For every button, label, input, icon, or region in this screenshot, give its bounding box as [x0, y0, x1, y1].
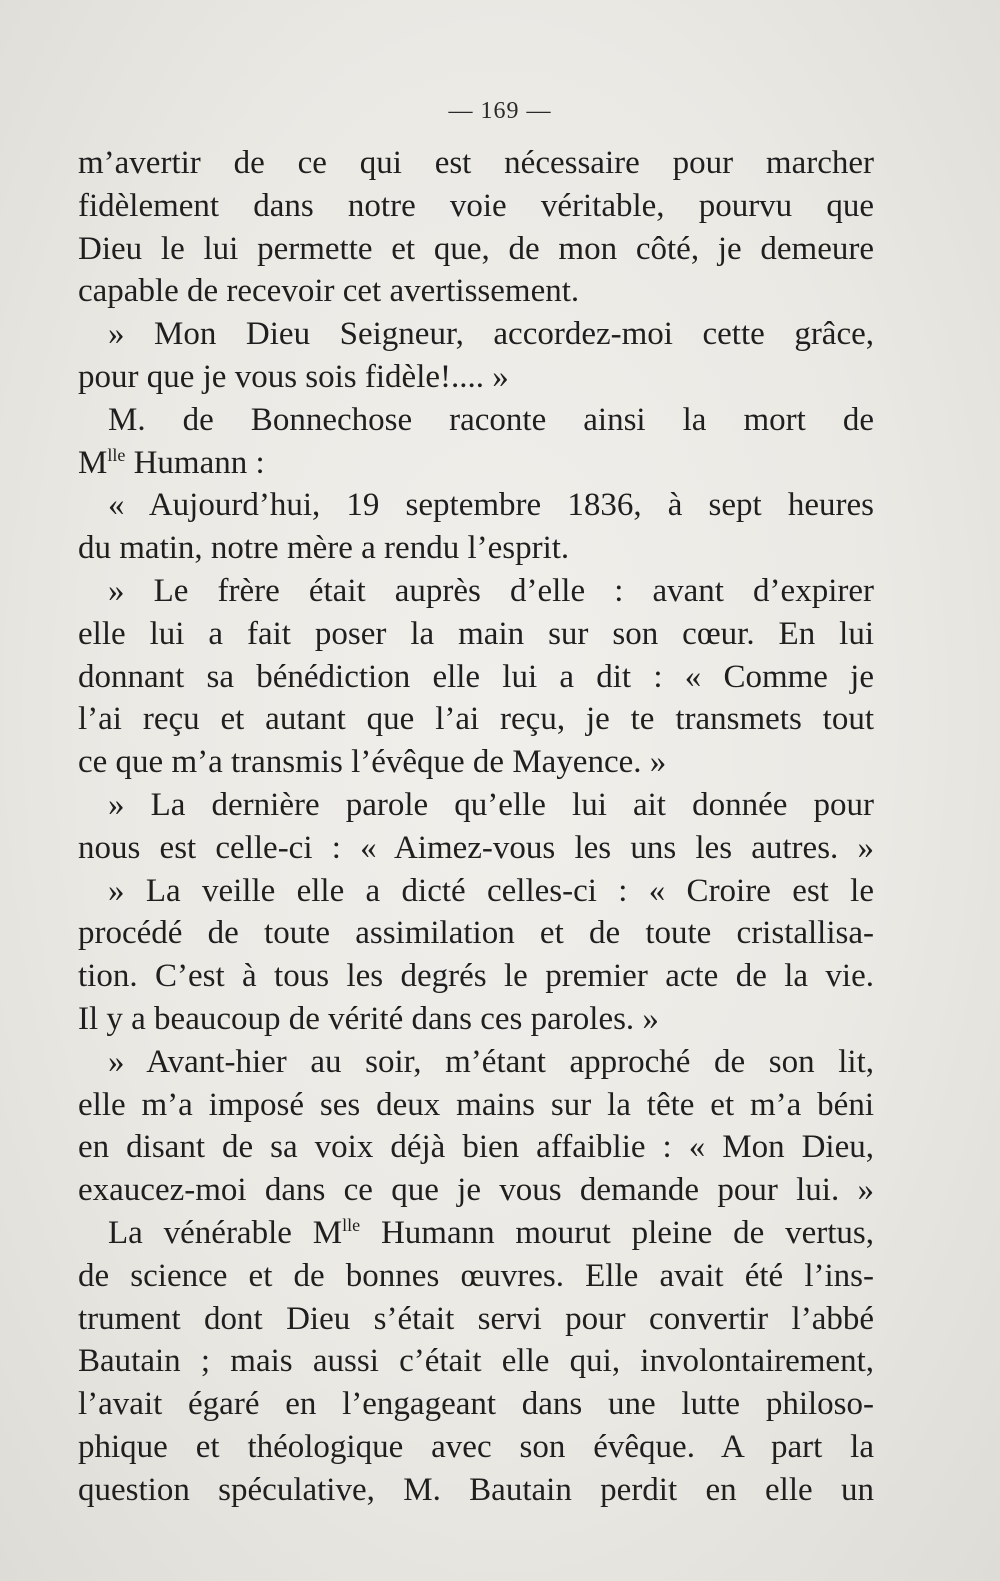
text-line: phique et théologique avec son évêque. A part la [78, 1428, 874, 1465]
text-line: capable de recevoir cet avertissement. [78, 273, 580, 310]
text-line: $M^{lle}$ Humann : [78, 444, 265, 481]
text-line: de science et de bonnes œuvres. Elle avait été l’ins- [78, 1257, 874, 1294]
text-line: fidèlement dans notre voie véritable, pourvu que [78, 187, 874, 224]
text-line: pour que je vous sois fidèle!.... » [78, 358, 509, 395]
text-line: en disant de sa voix déjà bien affaiblie : « Mon Dieu, [78, 1129, 874, 1166]
text-line: exaucez-moi dans ce que je vous demande pour lui. » [78, 1172, 874, 1209]
text-line: elle lui a fait poser la main sur son cœur. En lui [78, 615, 874, 652]
page-number: — 169 — [448, 98, 552, 124]
text-line: nous est celle-ci : « Aimez-vous les uns les autres. » [78, 829, 874, 866]
text-line: m’avertir de ce qui est nécessaire pour marcher [78, 145, 874, 181]
text-line: elle m’a imposé ses deux mains sur la tête et m’a béni [78, 1086, 874, 1123]
text-line: « Aujourd’hui, 19 septembre 1836, à sept heures [108, 487, 874, 524]
text-line: » Mon Dieu Seigneur, accordez-moi cette grâce, [108, 316, 874, 353]
text-line: Bautain ; mais aussi c’était elle qui, involontairement, [78, 1343, 874, 1380]
text-line: Dieu le lui permette et que, de mon côté, je demeure [78, 230, 874, 267]
text-line: » La veille elle a dicté celles-ci : « Croire est le [108, 872, 874, 909]
text-line: tion. C’est à tous les degrés le premier acte de la vie. [78, 958, 874, 995]
text-line: M. de Bonnechose raconte ainsi la mort de [108, 401, 874, 438]
body-text [78, 142, 874, 1512]
text-line: » Le frère était auprès d’elle : avant d’expirer [108, 572, 874, 609]
text-line: ce que m’a transmis l’évêque de Mayence. » [78, 744, 667, 781]
text-line: La vénérable $M^{lle}$ Humann mourut pleine de vertus, [108, 1214, 874, 1251]
text-line: Il y a beaucoup de vérité dans ces paroles. » [78, 1000, 659, 1037]
text-line: » La dernière parole qu’elle lui ait donnée pour [108, 786, 874, 823]
text-line: l’avait égaré en l’engageant dans une lutte philoso- [78, 1386, 874, 1423]
text-line: » Avant-hier au soir, m’étant approché de son lit, [108, 1043, 874, 1080]
text-line: du matin, notre mère a rendu l’esprit. [78, 530, 570, 567]
text-line: donnant sa bénédiction elle lui a dit : « Comme je [78, 658, 874, 695]
text-line: procédé de toute assimilation et de toute cristallisa- [78, 915, 874, 952]
text-line: question spéculative, M. Bautain perdit en elle un [78, 1471, 874, 1508]
text-line: l’ai reçu et autant que l’ai reçu, je te transmets tout [78, 701, 874, 738]
text-line: trument dont Dieu s’était servi pour convertir l’abbé [78, 1300, 874, 1337]
